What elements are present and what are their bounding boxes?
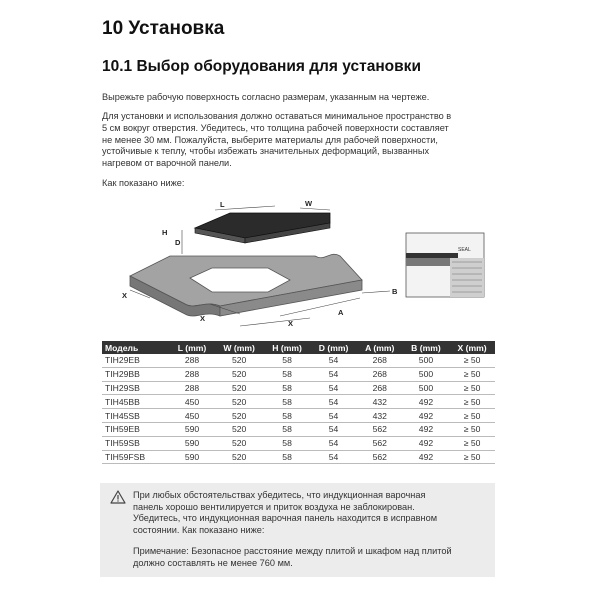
hob-panel	[195, 213, 330, 243]
header-cell: H (mm)	[264, 341, 310, 354]
dim-label-x-bottom: X	[288, 319, 294, 328]
table-cell: 268	[357, 381, 403, 395]
table-cell: 54	[310, 409, 356, 423]
paragraph-line: устойчивые к теплу, чтобы избежать значительных деформаций, вызванных	[102, 146, 430, 157]
table-cell: 500	[403, 367, 449, 381]
table-cell: 492	[403, 450, 449, 464]
table-cell: 520	[214, 354, 263, 367]
table-cell: 54	[310, 381, 356, 395]
table-cell: 268	[357, 354, 403, 367]
table-cell: 520	[214, 381, 263, 395]
table-header-row	[102, 341, 495, 354]
table-cell: 492	[403, 409, 449, 423]
table-cell: 500	[403, 354, 449, 367]
table-cell: 268	[357, 367, 403, 381]
table-cell: 562	[357, 422, 403, 436]
header-cell: L (mm)	[170, 341, 215, 354]
table-cell: 54	[310, 367, 356, 381]
table-row	[102, 422, 495, 436]
table-row	[102, 409, 495, 423]
table-cell: ≥ 50	[449, 422, 495, 436]
table-cell: 590	[170, 422, 215, 436]
table-cell: 500	[403, 381, 449, 395]
table-cell: 54	[310, 395, 356, 409]
dim-label-x-mid: X	[200, 314, 206, 323]
dimensions-table	[102, 341, 495, 464]
dim-label-d: D	[175, 238, 181, 247]
header-cell: Модель	[102, 341, 170, 354]
table-row	[102, 450, 495, 464]
table-cell: 492	[403, 422, 449, 436]
table-cell: 520	[214, 395, 263, 409]
countertop	[130, 254, 362, 316]
paragraph-line: не менее 30 мм. Пожалуйста, выберите материалы для рабочей поверхности,	[102, 134, 438, 145]
note-line: панель хорошо вентилируется и приток воздуха не заблокирован.	[133, 501, 415, 512]
table-cell: ≥ 50	[449, 436, 495, 450]
table-cell: 520	[214, 436, 263, 450]
table-cell: 58	[264, 409, 310, 423]
dim-label-w: W	[305, 199, 313, 208]
paragraph-line: Для установки и использования должно оставаться минимальное пространство в	[102, 111, 452, 121]
table-cell: 450	[170, 409, 215, 423]
dim-label-l: L	[220, 200, 225, 209]
table-cell: 590	[170, 450, 215, 464]
dim-label-h: H	[162, 228, 168, 237]
section-subtitle: 10.1 Выбор оборудования для установки	[102, 58, 421, 75]
paragraph-cutout: Вырежьте рабочую поверхность согласно размерам, указанным на чертеже.	[102, 92, 430, 102]
table-cell: 54	[310, 354, 356, 367]
table-cell: 288	[170, 367, 215, 381]
table-cell: 450	[170, 395, 215, 409]
note-text	[133, 490, 488, 536]
section-title: 10 Установка	[102, 18, 225, 39]
table-cell: 58	[264, 354, 310, 367]
header-cell: D (mm)	[310, 341, 356, 354]
table-cell: 520	[214, 450, 263, 464]
paragraph-as-shown: Как показано ниже:	[102, 178, 185, 188]
table-cell: TIH59SB	[102, 436, 170, 450]
table-cell: 492	[403, 436, 449, 450]
note-line: состоянии. Как показано ниже:	[133, 524, 265, 535]
paragraph-line: 5 см вокруг отверстия. Убедитесь, что толщина рабочей поверхности составляет	[102, 122, 449, 133]
table-cell: 58	[264, 381, 310, 395]
table-cell: 288	[170, 354, 215, 367]
table-cell: TIH29EB	[102, 354, 170, 367]
seal-label: SEAL	[458, 247, 471, 253]
note-remark	[133, 546, 488, 569]
table-cell: TIH45BB	[102, 395, 170, 409]
warning-note	[100, 483, 495, 577]
dim-label-b: B	[392, 287, 398, 296]
note-line: Примечание: Безопасное расстояние между плитой и шкафом над плитой	[133, 546, 452, 556]
header-cell: A (mm)	[357, 341, 403, 354]
note-line: должно составлять не менее 760 мм.	[133, 557, 293, 568]
table-cell: TIH45SB	[102, 409, 170, 423]
installation-diagram	[100, 198, 500, 333]
table-cell: 590	[170, 436, 215, 450]
table-cell: 58	[264, 422, 310, 436]
seal-detail	[406, 233, 484, 297]
table-cell: TIH29SB	[102, 381, 170, 395]
table-row	[102, 436, 495, 450]
table-row	[102, 381, 495, 395]
table-cell: 58	[264, 367, 310, 381]
table-cell: 54	[310, 422, 356, 436]
paragraph-requirements	[102, 111, 502, 170]
header-cell: W (mm)	[214, 341, 263, 354]
table-cell: 432	[357, 395, 403, 409]
dim-label-a: A	[338, 308, 344, 317]
table-row	[102, 395, 495, 409]
table-cell: TIH59EB	[102, 422, 170, 436]
table-cell: 288	[170, 381, 215, 395]
table-cell: TIH59FSB	[102, 450, 170, 464]
table-cell: 58	[264, 395, 310, 409]
table-cell: ≥ 50	[449, 367, 495, 381]
table-cell: ≥ 50	[449, 354, 495, 367]
warning-icon	[110, 490, 126, 504]
paragraph-line: нагревом от варочной панели.	[102, 158, 232, 169]
table-cell: 54	[310, 450, 356, 464]
header-cell: X (mm)	[449, 341, 495, 354]
table-row	[102, 367, 495, 381]
table-row	[102, 354, 495, 367]
note-line: При любых обстоятельствах убедитесь, что индукционная варочная	[133, 490, 426, 500]
table-cell: TIH29BB	[102, 367, 170, 381]
table-cell: ≥ 50	[449, 395, 495, 409]
table-cell: 562	[357, 450, 403, 464]
dim-label-x-left: X	[122, 291, 128, 300]
table-cell: 562	[357, 436, 403, 450]
table-cell: 520	[214, 409, 263, 423]
table-cell: 492	[403, 395, 449, 409]
note-line: Убедитесь, что индукционная варочная панель находится в исправном	[133, 513, 438, 524]
table-cell: ≥ 50	[449, 409, 495, 423]
table-cell: 58	[264, 450, 310, 464]
table-cell: 520	[214, 367, 263, 381]
table-cell: 58	[264, 436, 310, 450]
table-cell: 54	[310, 436, 356, 450]
table-cell: 520	[214, 422, 263, 436]
header-cell: B (mm)	[403, 341, 449, 354]
table-cell: ≥ 50	[449, 381, 495, 395]
table-cell: ≥ 50	[449, 450, 495, 464]
table-cell: 432	[357, 409, 403, 423]
